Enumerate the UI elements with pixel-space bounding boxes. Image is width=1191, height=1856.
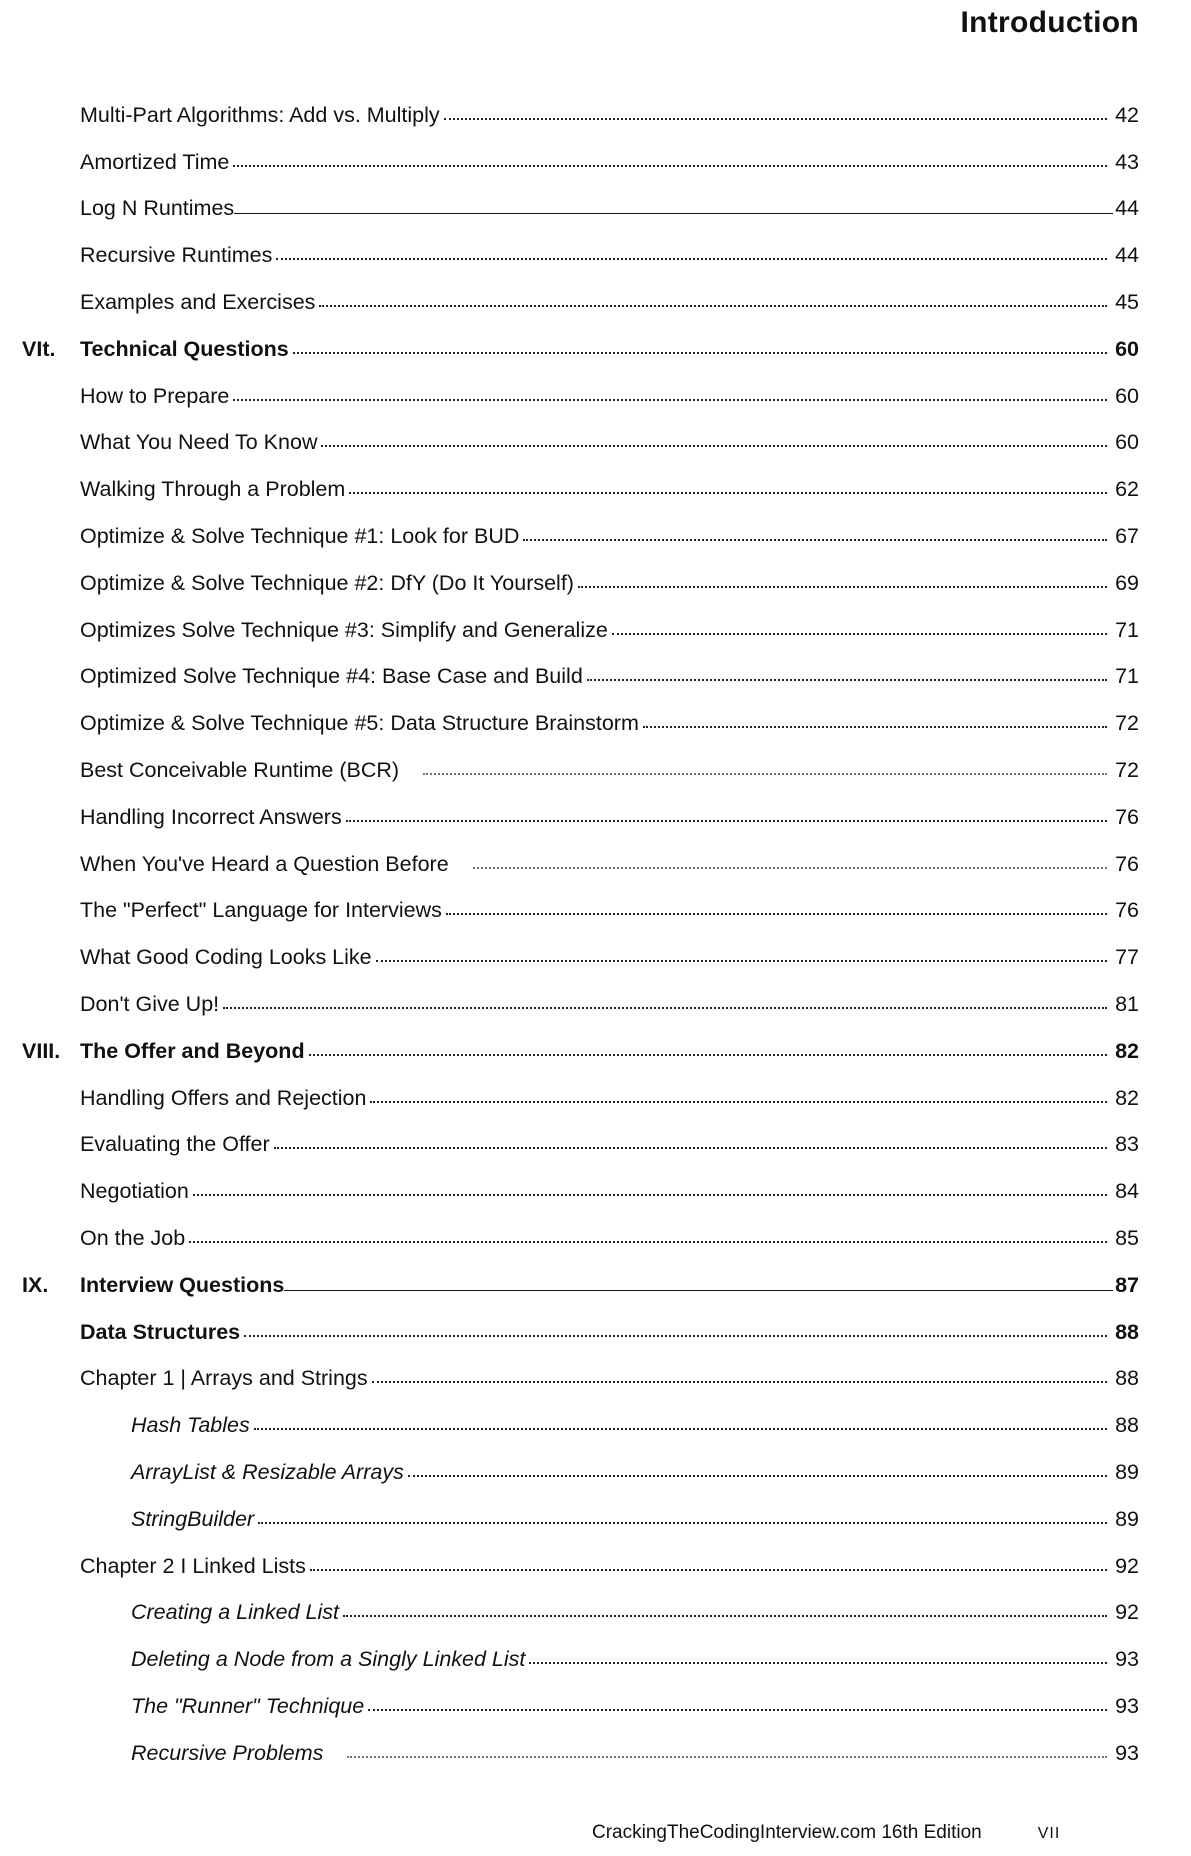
toc-entry [80, 524, 1139, 549]
toc-entry-title: Best Conceivable Runtime (BCR) [80, 758, 400, 783]
toc-entry-row[interactable] [0, 1590, 1191, 1637]
section-number: VIt. [22, 336, 56, 361]
toc-entry-title: Don't Give Up! [80, 992, 220, 1017]
toc-entry [80, 1132, 1139, 1157]
toc-entry [80, 664, 1139, 689]
toc-entry [131, 1647, 1139, 1672]
toc-entry-title: Evaluating the Offer [80, 1132, 270, 1157]
dot-leader [284, 1289, 1113, 1291]
toc-page-number: 44 [1115, 243, 1139, 268]
page-footer [592, 1822, 1060, 1844]
toc-entry [131, 1413, 1139, 1438]
toc-entry [80, 477, 1139, 502]
toc-entry-title: What You Need To Know [80, 430, 318, 455]
toc-entry-title: Technical Questions [80, 336, 289, 361]
dot-leader [234, 212, 1113, 214]
toc-entry [80, 1039, 1139, 1064]
toc-entry-title: Walking Through a Problem [80, 477, 346, 502]
toc-entry [80, 945, 1139, 970]
dot-leader [321, 444, 1107, 447]
toc-entry-row[interactable] [0, 981, 1191, 1028]
toc-entry [80, 384, 1139, 409]
toc-entry-title: Data Structures [80, 1319, 241, 1344]
dot-leader [643, 725, 1107, 728]
toc-page-number: 83 [1115, 1132, 1139, 1157]
toc-entry [80, 805, 1139, 830]
toc-entry [80, 150, 1139, 175]
dot-leader [193, 1193, 1107, 1196]
toc-entry [80, 196, 1139, 221]
toc-page-number: 89 [1115, 1506, 1139, 1531]
toc-entry-title: Optimizes Solve Technique #3: Simplify and Generalize [80, 617, 608, 642]
toc-entry-title: Chapter 2 I Linked Lists [80, 1553, 306, 1578]
toc-page-number: 84 [1115, 1179, 1139, 1204]
toc-entry-row[interactable] [0, 420, 1191, 467]
toc-entry [131, 1600, 1139, 1625]
dot-leader [446, 912, 1107, 915]
dot-leader [370, 1100, 1107, 1103]
toc-page-number: 42 [1115, 102, 1139, 127]
toc-entry [131, 1741, 1139, 1766]
dot-leader [244, 1334, 1107, 1337]
toc-page-number: 69 [1115, 570, 1139, 595]
section-number: VIII. [22, 1038, 61, 1063]
toc-page-number: 92 [1115, 1600, 1139, 1625]
dot-leader [423, 772, 1107, 775]
dot-leader [310, 1568, 1107, 1571]
toc-entry-row[interactable] [0, 1636, 1191, 1683]
dot-leader [612, 632, 1107, 635]
toc-entry-row[interactable] [0, 1683, 1191, 1730]
toc-entry-title: Creating a Linked List [131, 1600, 339, 1625]
toc-entry-row[interactable] [0, 654, 1191, 701]
toc-entry-title: Interview Questions [80, 1272, 285, 1297]
toc-entry-row[interactable] [0, 1075, 1191, 1122]
toc-entry-row[interactable] [0, 700, 1191, 747]
toc-entry [80, 1226, 1139, 1251]
dot-leader [233, 398, 1107, 401]
toc-entry-title: Optimize & Solve Technique #2: DfY (Do It Yourself) [80, 570, 574, 595]
toc-page-number: 88 [1115, 1319, 1139, 1344]
toc-entry [80, 711, 1139, 736]
toc-page-number: 81 [1115, 992, 1139, 1017]
dot-leader [368, 1708, 1107, 1711]
toc-page-number: 76 [1115, 851, 1139, 876]
toc-entry [80, 898, 1139, 923]
toc-page-number: 43 [1115, 149, 1139, 174]
toc-page-number: 71 [1115, 617, 1139, 642]
toc-entry-title: Examples and Exercises [80, 290, 316, 315]
dot-leader [254, 1427, 1107, 1430]
toc-section-row[interactable] [0, 1262, 1191, 1309]
dot-leader [319, 304, 1107, 307]
toc-entry-row[interactable] [0, 513, 1191, 560]
toc-entry [80, 1179, 1139, 1204]
toc-entry [80, 430, 1139, 455]
toc-page-number: 71 [1115, 664, 1139, 689]
toc-entry-row[interactable] [0, 1309, 1191, 1356]
toc-entry-title: Handling Incorrect Answers [80, 804, 342, 829]
toc-page-number: 67 [1115, 524, 1139, 549]
toc-entry-title: Log N Runtimes [80, 196, 235, 221]
toc-entry [80, 1273, 1139, 1298]
dot-leader [274, 1146, 1107, 1149]
toc-entry-title: Recursive Problems [131, 1740, 324, 1765]
toc-entry-title: On the Job [80, 1226, 186, 1251]
toc-entry-row[interactable] [0, 139, 1191, 186]
toc-entry-title: Amortized Time [80, 149, 230, 174]
toc-entry [80, 618, 1139, 643]
toc-entry-row[interactable] [0, 186, 1191, 233]
toc-entry-title: The Offer and Beyond [80, 1038, 305, 1063]
toc-entry-row[interactable] [0, 232, 1191, 279]
toc-entry [80, 992, 1139, 1017]
toc-entry-row[interactable] [0, 1496, 1191, 1543]
dot-leader [349, 491, 1107, 494]
toc-entry-title: StringBuilder [131, 1506, 255, 1531]
toc-entry-row[interactable] [0, 794, 1191, 841]
toc-page-number: 60 [1115, 336, 1139, 361]
toc-entry-row[interactable] [0, 1122, 1191, 1169]
toc-entry [80, 852, 1139, 877]
toc-page-number: 62 [1115, 477, 1139, 502]
toc-page-number: 76 [1115, 804, 1139, 829]
toc-entry-title: The "Perfect" Language for Interviews [80, 898, 442, 923]
toc-page-number: 92 [1115, 1553, 1139, 1578]
dot-leader [233, 164, 1107, 167]
toc-page-number: 60 [1115, 430, 1139, 455]
dot-leader [276, 257, 1107, 260]
dot-leader [309, 1053, 1107, 1056]
dot-leader [346, 819, 1107, 822]
toc-page-number: 60 [1115, 383, 1139, 408]
toc-entry-title: Optimize & Solve Technique #1: Look for BUD [80, 524, 520, 549]
dot-leader [372, 1380, 1107, 1383]
toc-entry [80, 1366, 1139, 1391]
dot-leader [343, 1614, 1107, 1617]
toc-section-row[interactable] [0, 1028, 1191, 1075]
toc-entry [80, 1320, 1139, 1345]
toc-entry [80, 103, 1139, 128]
toc-entry-row[interactable] [0, 466, 1191, 513]
dot-leader [408, 1474, 1107, 1477]
dot-leader [189, 1240, 1107, 1243]
toc-entry-row[interactable] [0, 1215, 1191, 1262]
toc-entry [80, 1554, 1139, 1579]
dot-leader [444, 117, 1107, 120]
toc-page-number: 82 [1115, 1085, 1139, 1110]
toc-page-number: 88 [1115, 1413, 1139, 1438]
toc-entry-row[interactable] [0, 747, 1191, 794]
toc-page-number: 93 [1115, 1647, 1139, 1672]
toc-entry-title: Negotiation [80, 1179, 189, 1204]
toc-entry [80, 571, 1139, 596]
dot-leader [587, 678, 1107, 681]
toc-entry-row[interactable] [0, 92, 1191, 139]
footer-page-numeral: VII [1037, 1825, 1061, 1842]
toc-entry-title: Optimized Solve Technique #4: Base Case and Build [80, 664, 583, 689]
toc-entry-title: Hash Tables [131, 1413, 250, 1438]
toc-page-number: 44 [1115, 196, 1139, 221]
toc-entry-row[interactable] [0, 607, 1191, 654]
toc-entry-row[interactable] [0, 1168, 1191, 1215]
dot-leader [376, 959, 1107, 962]
toc-entry-title: How to Prepare [80, 383, 230, 408]
toc-page-number: 93 [1115, 1693, 1139, 1718]
toc-entry [80, 1086, 1139, 1111]
dot-leader [523, 538, 1107, 541]
toc-entry [80, 290, 1139, 315]
toc-page-number: 89 [1115, 1460, 1139, 1484]
table-of-contents [0, 92, 1191, 1777]
toc-entry-title: The "Runner" Technique [131, 1693, 365, 1718]
toc-entry [131, 1694, 1139, 1719]
dot-leader [473, 866, 1107, 869]
toc-entry [131, 1507, 1139, 1532]
toc-entry [80, 243, 1139, 268]
dot-leader [529, 1661, 1107, 1664]
toc-entry-title: ArrayList & Resizable Arrays [131, 1460, 404, 1484]
toc-page-number: 87 [1115, 1272, 1139, 1297]
toc-entry [80, 337, 1139, 362]
toc-entry-row[interactable] [0, 1402, 1191, 1449]
toc-entry-row[interactable] [0, 1730, 1191, 1777]
toc-entry-row[interactable] [0, 1356, 1191, 1403]
section-number: IX. [22, 1272, 49, 1297]
page-title: Introduction [960, 6, 1139, 39]
toc-entry-title: When You've Heard a Question Before [80, 851, 449, 876]
dot-leader [578, 585, 1107, 588]
dot-leader [223, 1006, 1107, 1009]
toc-entry-title: Deleting a Node from a Singly Linked List [131, 1647, 526, 1672]
dot-leader [347, 1755, 1107, 1758]
toc-entry [131, 1460, 1139, 1485]
toc-entry-title: Multi-Part Algorithms: Add vs. Multiply [80, 102, 440, 127]
dot-leader [293, 351, 1107, 354]
toc-entry-row[interactable] [0, 560, 1191, 607]
toc-page-number: 45 [1115, 290, 1139, 315]
dot-leader [258, 1521, 1107, 1524]
toc-page-number: 82 [1115, 1038, 1139, 1063]
toc-page-number: 93 [1115, 1740, 1139, 1765]
toc-entry-title: Chapter 1 | Arrays and Strings [80, 1366, 368, 1391]
toc-entry-row[interactable] [0, 888, 1191, 935]
toc-entry-row[interactable] [0, 373, 1191, 420]
toc-page-number: 88 [1115, 1366, 1139, 1391]
toc-entry-row[interactable] [0, 934, 1191, 981]
toc-page-number: 72 [1115, 711, 1139, 736]
toc-page-number: 85 [1115, 1226, 1139, 1251]
toc-entry-row[interactable] [0, 279, 1191, 326]
toc-entry-title: Optimize & Solve Technique #5: Data Structure Brainstorm [80, 711, 639, 736]
toc-section-row[interactable] [0, 326, 1191, 373]
toc-entry [80, 758, 1139, 783]
toc-page-number: 77 [1115, 945, 1139, 970]
toc-page-number: 72 [1115, 758, 1139, 783]
toc-entry-title: Handling Offers and Rejection [80, 1085, 367, 1110]
toc-entry-title: What Good Coding Looks Like [80, 945, 372, 970]
toc-entry-title: Recursive Runtimes [80, 243, 273, 268]
toc-entry-row[interactable] [0, 1543, 1191, 1590]
toc-page-number: 76 [1115, 898, 1139, 923]
footer-source: CrackingTheCodingInterview.com 16th Edition [592, 1822, 982, 1843]
toc-entry-row[interactable] [0, 841, 1191, 888]
toc-entry-row[interactable] [0, 1449, 1191, 1496]
